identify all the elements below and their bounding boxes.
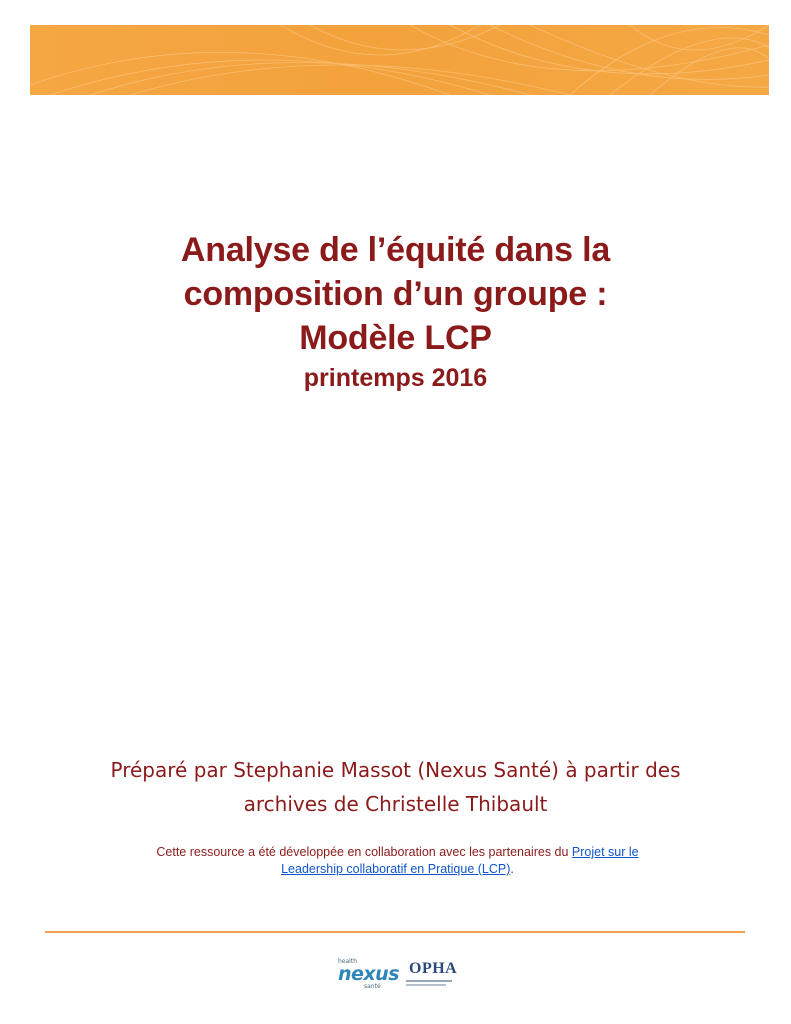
prepared-line-2: archives de Christelle Thibault xyxy=(243,792,548,816)
footer-divider xyxy=(45,931,745,933)
prepared-line-1: Préparé par Stephanie Massot (Nexus Santé) à partir des xyxy=(110,758,681,782)
title-line-3: Modèle LCP xyxy=(299,319,492,357)
title-line-1: Analyse de l’équité dans la xyxy=(180,231,611,269)
nexus-logo-top: health xyxy=(338,958,357,965)
opha-logo-main: OPHA xyxy=(409,960,458,977)
credit-note xyxy=(110,844,685,878)
prepared-by xyxy=(0,753,791,821)
opha-logo-fine-print xyxy=(406,980,452,982)
credit-end: . xyxy=(510,862,514,876)
partner-logos xyxy=(338,958,458,994)
document-subtitle: printemps 2016 xyxy=(303,364,488,392)
nexus-logo-bottom: santé xyxy=(364,983,381,990)
title-line-2: composition d’un groupe : xyxy=(183,275,608,313)
nexus-logo-main: nexus xyxy=(338,963,400,985)
header-banner xyxy=(30,25,769,95)
opha-logo xyxy=(406,958,458,990)
nexus-sante-logo xyxy=(338,958,400,990)
opha-logo-fine-print-2 xyxy=(406,984,446,986)
document-title xyxy=(0,228,791,396)
credit-text: Cette ressource a été développée en collaboration avec les partenaires du xyxy=(156,845,572,859)
link-line-2[interactable]: Leadership collaboratif en Pratique (LCP) xyxy=(281,862,511,876)
link-line-1[interactable]: Projet sur le xyxy=(571,845,639,859)
banner-pattern xyxy=(30,25,769,95)
